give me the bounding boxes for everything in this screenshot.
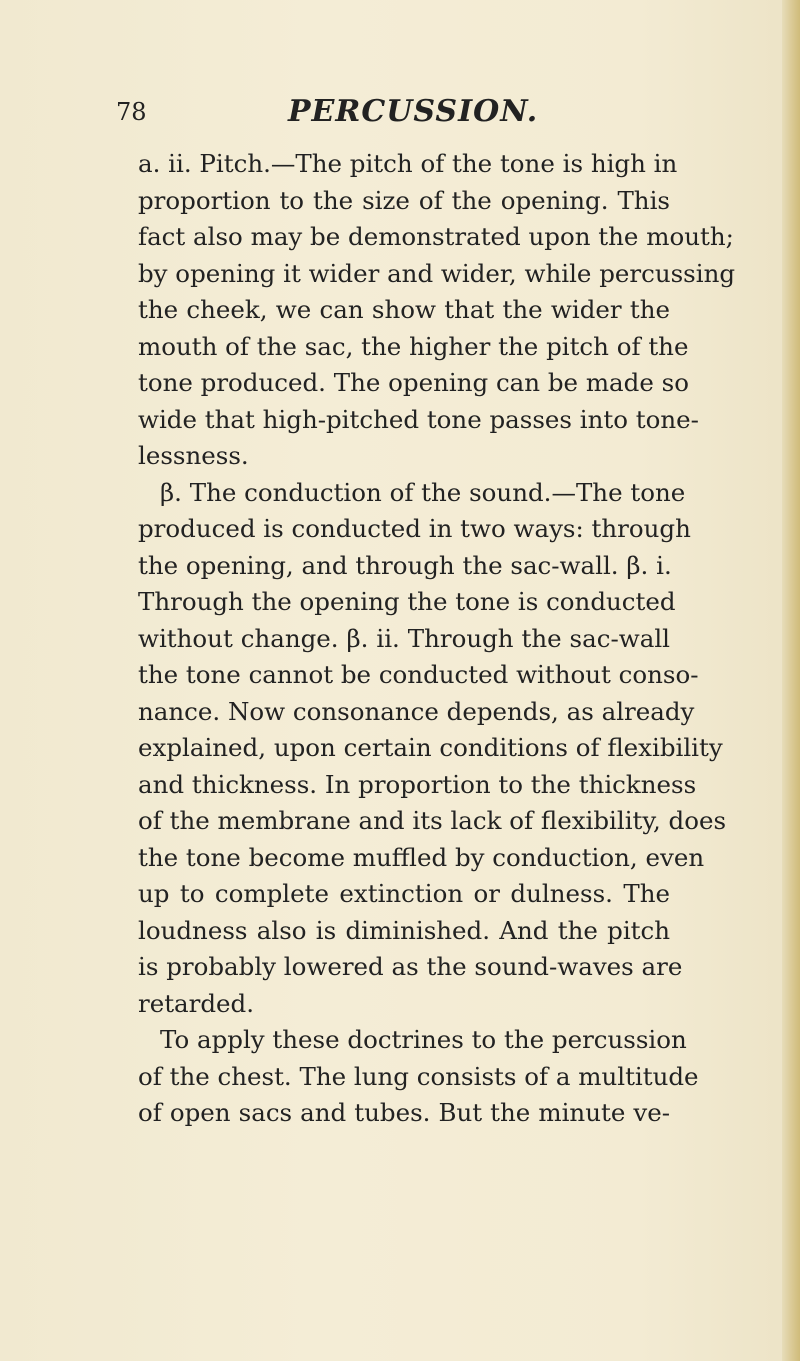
text-line: retarded. bbox=[138, 988, 255, 1018]
text-line: loudness also is diminished. And the pitch bbox=[138, 915, 670, 945]
text-line: produced is conducted in two ways: through bbox=[138, 514, 691, 543]
text-line: mouth of the sac, the higher the pitch of the bbox=[138, 331, 689, 361]
text-line: and thickness. In proportion to the thickness bbox=[138, 769, 697, 799]
running-title: PERCUSSION. bbox=[288, 94, 539, 129]
text-line: the tone become muffled by conduction, even bbox=[138, 842, 705, 872]
text-line: the opening, and through the sac-wall. β. i. bbox=[138, 550, 672, 580]
text-line: lessness. bbox=[138, 441, 249, 470]
text-line: of the membrane and its lack of flexibility, does bbox=[138, 806, 727, 835]
text-line: of the chest. The lung consists of a multitude bbox=[138, 1061, 699, 1091]
text-line: without change. β. ii. Through the sac-wall bbox=[138, 623, 670, 653]
body-text bbox=[138, 146, 736, 1132]
text-line: Through the opening the tone is conducted bbox=[138, 587, 676, 616]
text-line: the cheek, we can show that the wider the bbox=[138, 295, 670, 324]
text-line: tone produced. The opening can be made so bbox=[138, 368, 689, 397]
text-line: wide that high-pitched tone passes into tone- bbox=[138, 404, 699, 434]
text-line: the tone cannot be conducted without conso- bbox=[138, 660, 699, 689]
page-edge bbox=[782, 0, 800, 1361]
text-line: is probably lowered as the sound-waves are bbox=[138, 952, 683, 981]
page-number: 78 bbox=[116, 98, 147, 126]
text-line: β. The conduction of the sound.—The tone bbox=[160, 477, 686, 507]
text-line: proportion to the size of the opening. This bbox=[138, 185, 670, 215]
text-line: of open sacs and tubes. But the minute ve- bbox=[138, 1098, 670, 1127]
text-line: nance. Now consonance depends, as already bbox=[138, 696, 695, 726]
text-line: a. ii. Pitch.—The pitch of the tone is high in bbox=[138, 149, 678, 178]
page-header bbox=[116, 92, 676, 132]
text-line: To apply these doctrines to the percussion bbox=[160, 1025, 687, 1054]
text-line: fact also may be demonstrated upon the mouth; bbox=[138, 222, 734, 251]
text-line: by opening it wider and wider, while percussing bbox=[138, 258, 736, 288]
text-line: explained, upon certain conditions of flexibility bbox=[138, 733, 723, 762]
text-line: up to complete extinction or dulness. The bbox=[138, 879, 670, 908]
